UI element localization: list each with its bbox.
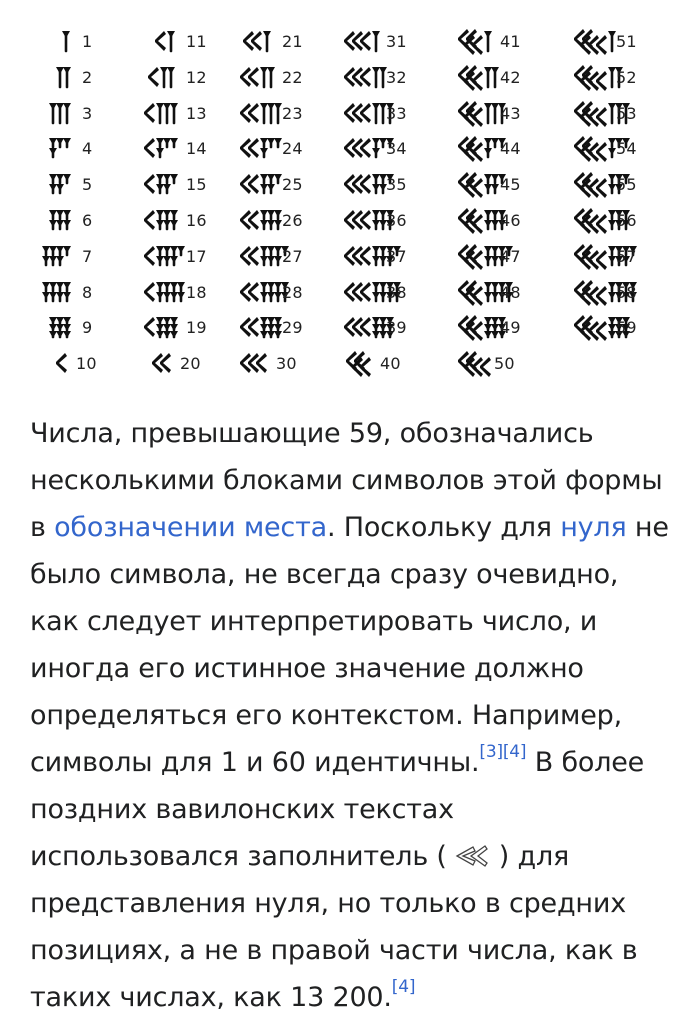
numeral-value-label: 37 xyxy=(386,246,407,266)
numeral-value-label: 18 xyxy=(186,282,207,302)
numeral-value-label: 40 xyxy=(380,354,401,374)
numeral-row xyxy=(574,275,684,311)
numeral-value-label: 46 xyxy=(500,211,521,230)
numeral-row xyxy=(40,131,150,167)
numeral-value-label: 17 xyxy=(186,246,207,266)
numeral-value-label: 25 xyxy=(282,175,303,195)
numeral-row xyxy=(40,167,150,203)
numeral-value-label: 8 xyxy=(82,282,93,302)
text-segment: Числа, превышающие 59, обозначались несколькими блоками символов этой формы в xyxy=(30,418,663,543)
cuneiform-numeral-icon xyxy=(240,135,287,163)
numeral-value-label: 31 xyxy=(386,32,407,51)
numeral-value-label: 57 xyxy=(616,246,637,266)
numeral-row xyxy=(40,275,150,311)
paragraph-text xyxy=(30,410,670,1021)
numeral-value-label: 23 xyxy=(282,103,303,123)
numeral-value-label: 53 xyxy=(616,103,637,123)
article-paragraph xyxy=(30,410,670,1021)
numeral-row xyxy=(144,24,254,60)
numeral-row xyxy=(344,96,454,132)
numeral-row xyxy=(144,203,254,239)
numeral-value-label: 33 xyxy=(386,103,407,123)
numeral-row xyxy=(240,310,350,346)
numeral-row xyxy=(240,346,350,382)
numeral-row xyxy=(458,310,568,346)
numeral-value-label: 5 xyxy=(82,175,93,195)
numeral-value-label: 16 xyxy=(186,211,207,230)
numeral-value-label: 24 xyxy=(282,139,303,159)
numeral-value-label: 14 xyxy=(186,139,207,159)
numeral-row xyxy=(574,203,684,239)
numeral-row xyxy=(40,239,150,275)
cuneiform-numeral-icon xyxy=(56,350,70,378)
numeral-value-label: 38 xyxy=(386,282,407,302)
cuneiform-numeral-icon xyxy=(144,171,183,199)
numeral-value-label: 47 xyxy=(500,246,521,266)
cuneiform-numeral-icon xyxy=(152,350,174,378)
link-positional-notation[interactable]: обозначении места xyxy=(54,512,327,543)
cuneiform-numeral-icon xyxy=(144,135,183,163)
reference-link-3[interactable]: [3] xyxy=(479,742,503,762)
numeral-value-label: 58 xyxy=(616,282,637,302)
numeral-value-label: 26 xyxy=(282,211,303,230)
numeral-row xyxy=(144,275,254,311)
numeral-row xyxy=(458,346,568,382)
zero-placeholder-icon xyxy=(451,841,495,871)
cuneiform-numeral-icon xyxy=(49,171,76,199)
numeral-value-label: 41 xyxy=(500,32,521,51)
cuneiform-numeral-icon xyxy=(240,350,270,378)
cuneiform-numeral-icon xyxy=(458,350,494,378)
numeral-row xyxy=(240,239,350,275)
numeral-row xyxy=(344,239,454,275)
numeral-row xyxy=(458,239,568,275)
numeral-row xyxy=(144,96,254,132)
cuneiform-numeral-icon xyxy=(574,28,621,56)
numeral-value-label: 48 xyxy=(500,282,521,302)
numeral-value-label: 6 xyxy=(82,211,93,230)
numeral-value-label: 44 xyxy=(500,139,521,159)
cuneiform-numeral-icon xyxy=(155,28,180,56)
numeral-row xyxy=(574,131,684,167)
numeral-value-label: 20 xyxy=(180,354,201,374)
numeral-row xyxy=(574,239,684,275)
numeral-row xyxy=(40,310,150,346)
numeral-value-label: 51 xyxy=(616,32,637,51)
numeral-value-label: 1 xyxy=(82,32,93,51)
numeral-row xyxy=(344,310,454,346)
numeral-value-label: 52 xyxy=(616,67,637,87)
numeral-value-label: 42 xyxy=(500,67,521,87)
cuneiform-numeral-icon xyxy=(243,28,276,56)
numeral-value-label: 50 xyxy=(494,354,515,374)
numeral-value-label: 49 xyxy=(500,318,521,338)
numeral-row xyxy=(458,275,568,311)
numeral-value-label: 13 xyxy=(186,103,207,123)
numeral-row xyxy=(144,310,254,346)
cuneiform-numeral-icon xyxy=(144,314,183,342)
numeral-value-label: 9 xyxy=(82,318,93,338)
cuneiform-numeral-icon xyxy=(49,135,76,163)
numeral-row xyxy=(40,96,150,132)
numeral-value-label: 56 xyxy=(616,211,637,230)
cuneiform-numeral-icon xyxy=(49,314,76,342)
cuneiform-numeral-icon xyxy=(458,28,497,56)
numeral-row xyxy=(344,275,454,311)
link-zero[interactable]: нуля xyxy=(560,512,627,543)
cuneiform-numeral-icon xyxy=(346,350,374,378)
numeral-value-label: 29 xyxy=(282,318,303,338)
numeral-row xyxy=(344,131,454,167)
numeral-row xyxy=(458,167,568,203)
cuneiform-numeral-icon xyxy=(144,243,190,271)
numeral-value-label: 19 xyxy=(186,318,207,338)
numeral-value-label: 3 xyxy=(82,103,93,123)
numeral-row xyxy=(574,96,684,132)
numeral-row xyxy=(240,275,350,311)
numeral-row xyxy=(344,346,454,382)
numeral-row xyxy=(458,131,568,167)
cuneiform-numeral-icon xyxy=(240,64,280,92)
cuneiform-numeral-icon xyxy=(49,100,76,128)
cuneiform-numeral-icon xyxy=(42,279,76,307)
numeral-row xyxy=(240,96,350,132)
numeral-row xyxy=(240,24,350,60)
cuneiform-numeral-icon xyxy=(240,100,287,128)
numeral-row xyxy=(458,96,568,132)
numeral-value-label: 12 xyxy=(186,67,207,87)
numeral-value-label: 30 xyxy=(276,354,297,374)
numeral-value-label: 27 xyxy=(282,246,303,266)
numeral-value-label: 55 xyxy=(616,175,637,195)
cuneiform-numeral-icon xyxy=(148,64,180,92)
cuneiform-numeral-icon xyxy=(144,100,183,128)
numeral-value-label: 43 xyxy=(500,103,521,123)
cuneiform-numeral-icon xyxy=(344,64,392,92)
numeral-row xyxy=(40,60,150,96)
cuneiform-numeral-icon xyxy=(458,64,504,92)
numeral-row xyxy=(344,60,454,96)
numeral-value-label: 4 xyxy=(82,139,93,159)
numeral-row xyxy=(144,131,254,167)
numeral-row xyxy=(344,203,454,239)
numeral-value-label: 35 xyxy=(386,175,407,195)
cuneiform-numeral-icon xyxy=(240,314,287,342)
numeral-row xyxy=(144,346,254,382)
numeral-value-label: 59 xyxy=(616,318,637,338)
numeral-value-label: 32 xyxy=(386,67,407,87)
numeral-row xyxy=(240,203,350,239)
numeral-row xyxy=(240,131,350,167)
cuneiform-numeral-icon xyxy=(344,28,385,56)
numeral-value-label: 10 xyxy=(76,354,97,374)
text-segment: ) для представления нуля, но только в средних позициях, а не в правой части числа, как в таких числах, как 13 200. xyxy=(30,841,638,1013)
numeral-row xyxy=(574,24,684,60)
text-segment: не было символа, не всегда сразу очевидно, как следует интерпретировать число, и иногда его истинное значение должно определяться его контекстом. Например, символы для 1 и 60 идентичны. xyxy=(30,512,669,778)
numeral-value-label: 36 xyxy=(386,211,407,230)
reference-4 xyxy=(392,977,415,997)
cuneiform-numeral-icon xyxy=(144,207,183,235)
numeral-value-label: 21 xyxy=(282,32,303,51)
numeral-value-label: 15 xyxy=(186,175,207,195)
numeral-row xyxy=(344,167,454,203)
numeral-row xyxy=(458,60,568,96)
reference-link-4[interactable]: [4] xyxy=(502,742,527,762)
numeral-row xyxy=(40,24,150,60)
cuneiform-numeral-icon xyxy=(62,28,76,56)
numeral-row xyxy=(144,239,254,275)
numeral-value-label: 45 xyxy=(500,175,521,195)
numeral-value-label: 54 xyxy=(616,139,637,159)
numeral-row xyxy=(458,203,568,239)
numeral-row xyxy=(344,24,454,60)
text-segment: В более поздних вавилонских текстах использовался заполнитель ( xyxy=(30,747,645,872)
numeral-row xyxy=(40,346,150,382)
numeral-value-label: 34 xyxy=(386,139,407,159)
numeral-value-label: 22 xyxy=(282,67,303,87)
numeral-row xyxy=(574,60,684,96)
numeral-value-label: 39 xyxy=(386,318,407,338)
numeral-value-label: 7 xyxy=(82,246,93,266)
numeral-row xyxy=(40,203,150,239)
cuneiform-numeral-icon xyxy=(240,207,287,235)
cuneiform-numeral-icon xyxy=(240,171,287,199)
numeral-row xyxy=(574,310,684,346)
numeral-value-label: 11 xyxy=(186,32,207,51)
numeral-row xyxy=(144,60,254,96)
reference-link-4b[interactable]: [4] xyxy=(391,977,416,997)
cuneiform-numeral-icon xyxy=(144,279,190,307)
cuneiform-numeral-icon xyxy=(42,243,76,271)
numeral-row xyxy=(240,60,350,96)
numeral-row xyxy=(574,167,684,203)
cuneiform-numeral-icon xyxy=(56,64,76,92)
numeral-row xyxy=(458,24,568,60)
reference-3 xyxy=(479,742,526,762)
numeral-row xyxy=(240,167,350,203)
cuneiform-numeral-icon xyxy=(49,207,76,235)
numeral-value-label: 28 xyxy=(282,282,303,302)
text-segment: . Поскольку для xyxy=(326,512,561,543)
numeral-value-label: 2 xyxy=(82,67,93,87)
numeral-row xyxy=(144,167,254,203)
